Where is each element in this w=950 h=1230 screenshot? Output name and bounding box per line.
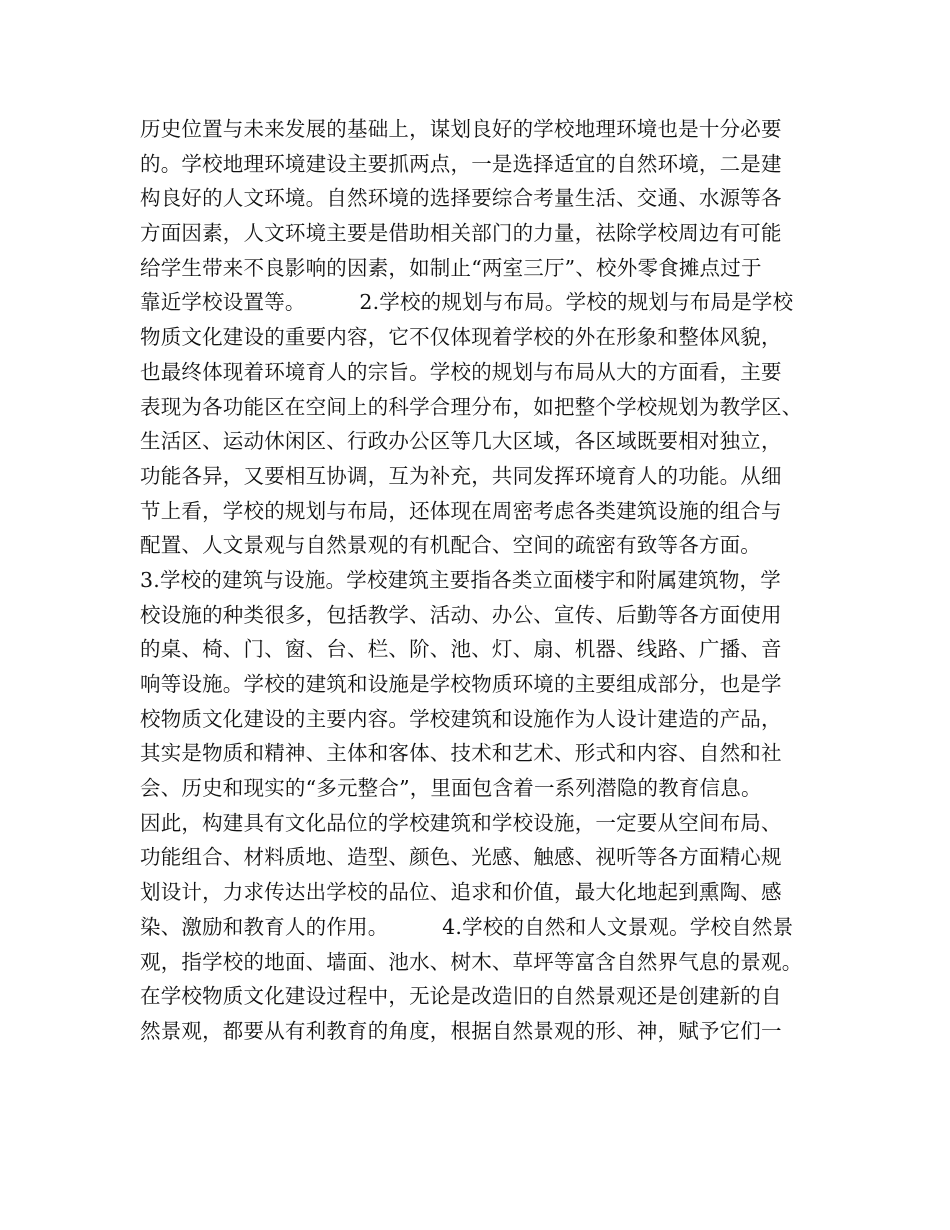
text-line: 功能组合、材料质地、造型、颜色、光感、触感、视听等各方面精心规 <box>140 845 782 870</box>
text-line: 的桌、椅、门、窗、台、栏、阶、池、灯、扇、机器、线路、广播、音 <box>140 637 782 662</box>
text-line: 响等设施。学校的建筑和设施是学校物质环境的主要组成部分，也是学 <box>140 672 782 696</box>
text-line: 功能各异，又要相互协调，互为补充，共同发挥环境育人的功能。从细 <box>140 463 782 488</box>
text-line: 也最终体现着环境育人的宗旨。学校的规划与布局从大的方面看，主要 <box>140 359 782 384</box>
text-line: 物质文化建设的重要内容，它不仅体现着学校的外在形象和整体风貌， <box>140 325 782 350</box>
text-line: 构良好的人文环境。自然环境的选择要综合考量生活、交通、水源等各 <box>140 186 782 211</box>
text-line: 给学生带来不良影响的因素，如制止“两室三厅”、校外零食摊点过于 <box>140 255 762 280</box>
text-line: 历史位置与未来发展的基础上，谋划良好的学校地理环境也是十分必要 <box>140 117 782 141</box>
text-line: 校设施的种类很多，包括教学、活动、办公、宣传、后勤等各方面使用 <box>140 602 782 627</box>
text-line: 因此，构建具有文化品位的学校建筑和学校设施，一定要从空间布局、 <box>140 810 782 835</box>
text-line: 的。学校地理环境建设主要抓两点，一是选择适宜的自然环境，二是建 <box>140 151 782 176</box>
text-line: 靠近学校设置等。 2.学校的规划与布局。学校的规划与布局是学校 <box>140 290 794 315</box>
body-text <box>140 112 840 1049</box>
text-line: 在学校物质文化建设过程中，无论是改造旧的自然景观还是创建新的自 <box>140 984 782 1009</box>
text-line: 然景观，都要从有利教育的角度，根据自然景观的形、神，赋予它们一 <box>140 1018 782 1043</box>
text-line: 校物质文化建设的主要内容。学校建筑和设施作为人设计建造的产品， <box>140 706 782 731</box>
text-line: 生活区、运动休闲区、行政办公区等几大区域，各区域既要相对独立， <box>140 429 782 454</box>
text-line: 其实是物质和精神、主体和客体、技术和艺术、形式和内容、自然和社 <box>140 741 782 766</box>
text-line: 节上看，学校的规划与布局，还体现在周密考虑各类建筑设施的组合与 <box>140 498 782 523</box>
text-line: 方面因素，人文环境主要是借助相关部门的力量，祛除学校周边有可能 <box>140 221 782 246</box>
text-line: 配置、人文景观与自然景观的有机配合、空间的疏密有致等各方面。 <box>140 533 761 558</box>
text-line: 会、历史和现实的“多元整合”，里面包含着一系列潜隐的教育信息。 <box>140 776 762 801</box>
text-line: 染、激励和教育人的作用。 4.学校的自然和人文景观。学校自然景 <box>140 914 794 939</box>
text-line: 表现为各功能区在空间上的科学合理分布，如把整个学校规划为教学区、 <box>140 394 803 419</box>
text-line: 3.学校的建筑与设施。学校建筑主要指各类立面楼宇和附属建筑物，学 <box>140 567 781 592</box>
text-line: 观，指学校的地面、墙面、池水、树木、草坪等富含自然界气息的景观。 <box>140 949 803 974</box>
text-line: 划设计，力求传达出学校的品位、追求和价值，最大化地起到熏陶、感 <box>140 880 782 905</box>
